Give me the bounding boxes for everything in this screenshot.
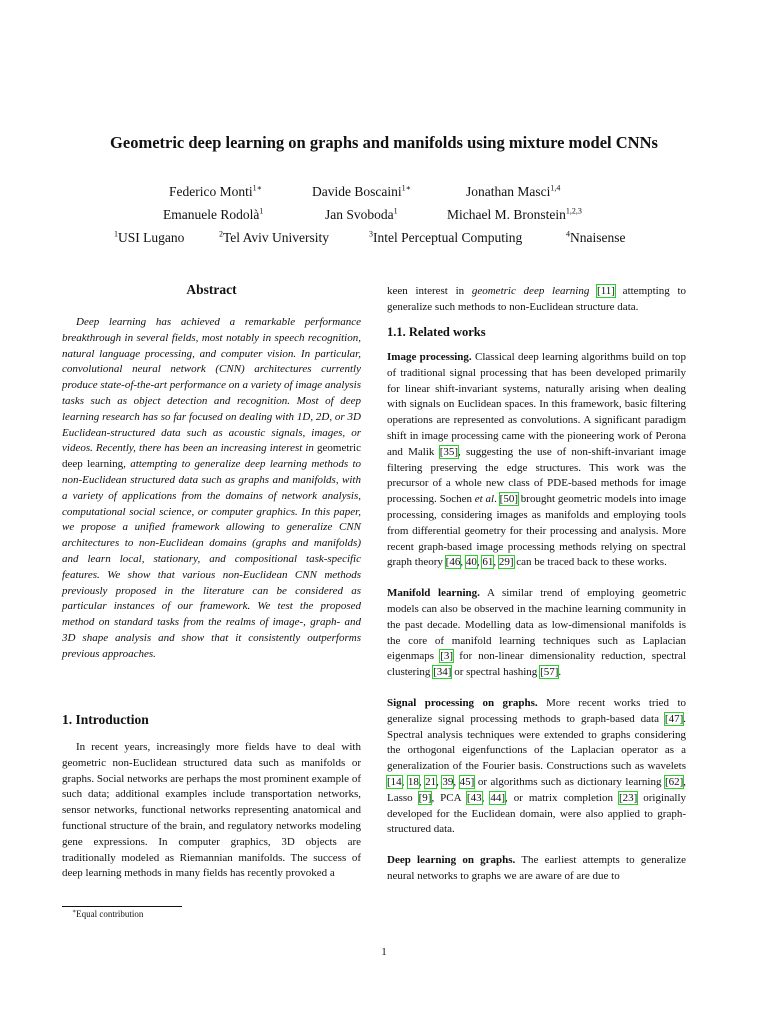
citation-link[interactable]: [35] bbox=[439, 445, 459, 458]
author-svoboda: Jan Svoboda$^1$ bbox=[325, 206, 398, 222]
citation-link[interactable]: [50] bbox=[499, 493, 518, 506]
citation-link[interactable]: [34] bbox=[433, 666, 452, 679]
deep-learning-graphs-paragraph: Deep learning on graphs. The earliest attempts to generalize neural networks to graphs we are aware of are due to bbox=[387, 854, 686, 882]
citation-link[interactable]: 45] bbox=[459, 775, 475, 788]
intro-body: In recent years, increasingly more fields have to deal with geometric non-Euclidean structured data such as manifolds or graphs. Social networks are perhaps the most prominent example of such data; additional examples include transportation networks, sensor networks, functional networks representing anatomical and functional structure of the brain, and regulatory networks modeling gene expressions. In computer graphics, 3D objects are traditionally modeled as Riemannian manifolds. The success of deep learning methods in many fields has recently provoked a bbox=[62, 741, 361, 880]
related-works-heading: 1.1. Related works bbox=[387, 325, 486, 339]
citation-link[interactable]: [14 bbox=[387, 775, 402, 788]
related-works-body bbox=[387, 350, 686, 885]
author-rodola: Emanuele Rodolà$^1$ bbox=[163, 206, 264, 222]
citation-link[interactable]: [46 bbox=[445, 556, 461, 569]
abstract-body: Deep learning has achieved a remarkable performance breakthrough in several fields, most notably in speech recognition, natural language processing, and computer vision. In particular, convolutional neural network (CNN) architectures currently produce state-of-the-art performance on a variety of image analysis tasks such as object detection and recognition. Most of deep learning research has so far focused on dealing with 1D, 2D, or 3D Euclidean-structured data such as acoustic signals, images, or videos. Recently, there has been an increasing interest in geometric deep learning, attempting to generalize deep learning methods to non-Euclidean structured data such as graphs and manifolds, with a variety of applications from the domains of network analysis, computational social science, or computer graphics. In this paper, we propose a unified framework allowing to generalize CNN architectures to non-Euclidean domains (graphs and manifolds) and learn local, stationary, and compositional task-specific features. We show that various non-Euclidean CNN methods previously proposed in the literature can be considered as particular instances of our framework. We test the proposed method on standard tasks from the realms of image-, graph- and 3D shape analysis and show that it consistently outperforms previous approaches. bbox=[62, 316, 361, 660]
citation-link[interactable]: [23] bbox=[618, 791, 638, 804]
author-masci: Jonathan Masci$^{1,4}$ bbox=[466, 183, 561, 199]
author-boscaini: Davide Boscaini$^{1∗}$ bbox=[312, 183, 412, 199]
citation-link[interactable]: [47] bbox=[664, 712, 684, 725]
citation-link[interactable]: 21 bbox=[425, 775, 437, 788]
citation-link[interactable]: 44] bbox=[490, 791, 505, 804]
citation-link[interactable]: [62] bbox=[664, 775, 684, 788]
citation-link[interactable]: 40 bbox=[465, 556, 477, 569]
citation-link[interactable]: [9] bbox=[418, 791, 432, 804]
affiliation-usi: $^1$USI Lugano bbox=[114, 229, 185, 245]
affiliation-tau: $^2$Tel Aviv University bbox=[219, 229, 330, 245]
paper-title: Geometric deep learning on graphs and manifolds using mixture model CNNs bbox=[110, 133, 658, 152]
image-processing-paragraph: Image processing. Classical deep learning algorithms build on top of traditional signal processing that has been developed primarily for linear shift-invariant systems, naturally arising when dealing with signals on Euclidean spaces. In this framework, basic filtering operations are represented as convolutions. A significant paradigm shift in image processing came with the pioneering work of Perona and Malik [35], suggesting the use of non-shift-invariant image filtering preserving the edge structures. This work was the precursor of a whole new class of PDE-based methods for image processing. Sochen et al. [50] brought geometric models into image processing, considering images as manifolds and employing tools from differential geometry for their processing and analysis. More recent graph-based image processing methods relying on spectral graph theory [46, 40, 61, 29] can be traced back to these works. bbox=[387, 351, 686, 569]
citation-link[interactable]: 29] bbox=[498, 556, 514, 569]
footnote-rule bbox=[62, 906, 182, 907]
author-bronstein: Michael M. Bronstein$^{1,2,3}$ bbox=[447, 206, 582, 222]
manifold-learning-paragraph: Manifold learning. A similar trend of employing geometric models can also be observed in the machine learning community in the past decade. Modelling data as low-dimensional manifolds is the core of manifold learning techniques such as Laplacian eigenmaps [3] for non-linear dimensionality reduction, spectral clustering [34] or spectral hashing [57]. bbox=[387, 587, 686, 679]
intro-heading: 1. Introduction bbox=[62, 712, 149, 727]
citation-link[interactable]: [57] bbox=[540, 666, 559, 679]
citation-link[interactable]: 61 bbox=[482, 556, 494, 569]
citation-link[interactable]: [43 bbox=[466, 791, 482, 804]
affiliation-intel: $^3$Intel Perceptual Computing bbox=[369, 229, 523, 245]
abstract-heading: Abstract bbox=[186, 282, 237, 297]
footnote: ∗Equal contribution bbox=[72, 909, 144, 919]
citation-link[interactable]: [3] bbox=[440, 650, 454, 663]
intro-continuation: keen interest in geometric deep learning [11] attempting to generalize such methods to non-Euclidean structure data. bbox=[387, 285, 687, 313]
page-number: 1 bbox=[381, 946, 387, 958]
citation-link[interactable]: [11] bbox=[597, 285, 615, 297]
author-monti: Federico Monti$^{1∗}$ bbox=[169, 183, 263, 199]
signal-processing-paragraph: Signal processing on graphs. More recent works tried to generalize signal processing methods to graph-based data [47]. Spectral analysis techniques were extended to graphs considering the orthogonal eigenfunctions of the Laplacian operator as a generalization of the Fourier basis. Constructions such as wavelets [14, 18, 21, 39, 45] or algorithms such as dictionary learning [62], Lasso [9], PCA [43, 44], or matrix completion [23] originally developed for the Euclidean domain, were also applied to graph-structured data. bbox=[387, 696, 687, 836]
citation-link[interactable]: 39 bbox=[442, 775, 454, 788]
affiliation-nnaisense: $^4$Nnaisense bbox=[566, 229, 626, 245]
citation-link[interactable]: 18 bbox=[407, 775, 419, 788]
